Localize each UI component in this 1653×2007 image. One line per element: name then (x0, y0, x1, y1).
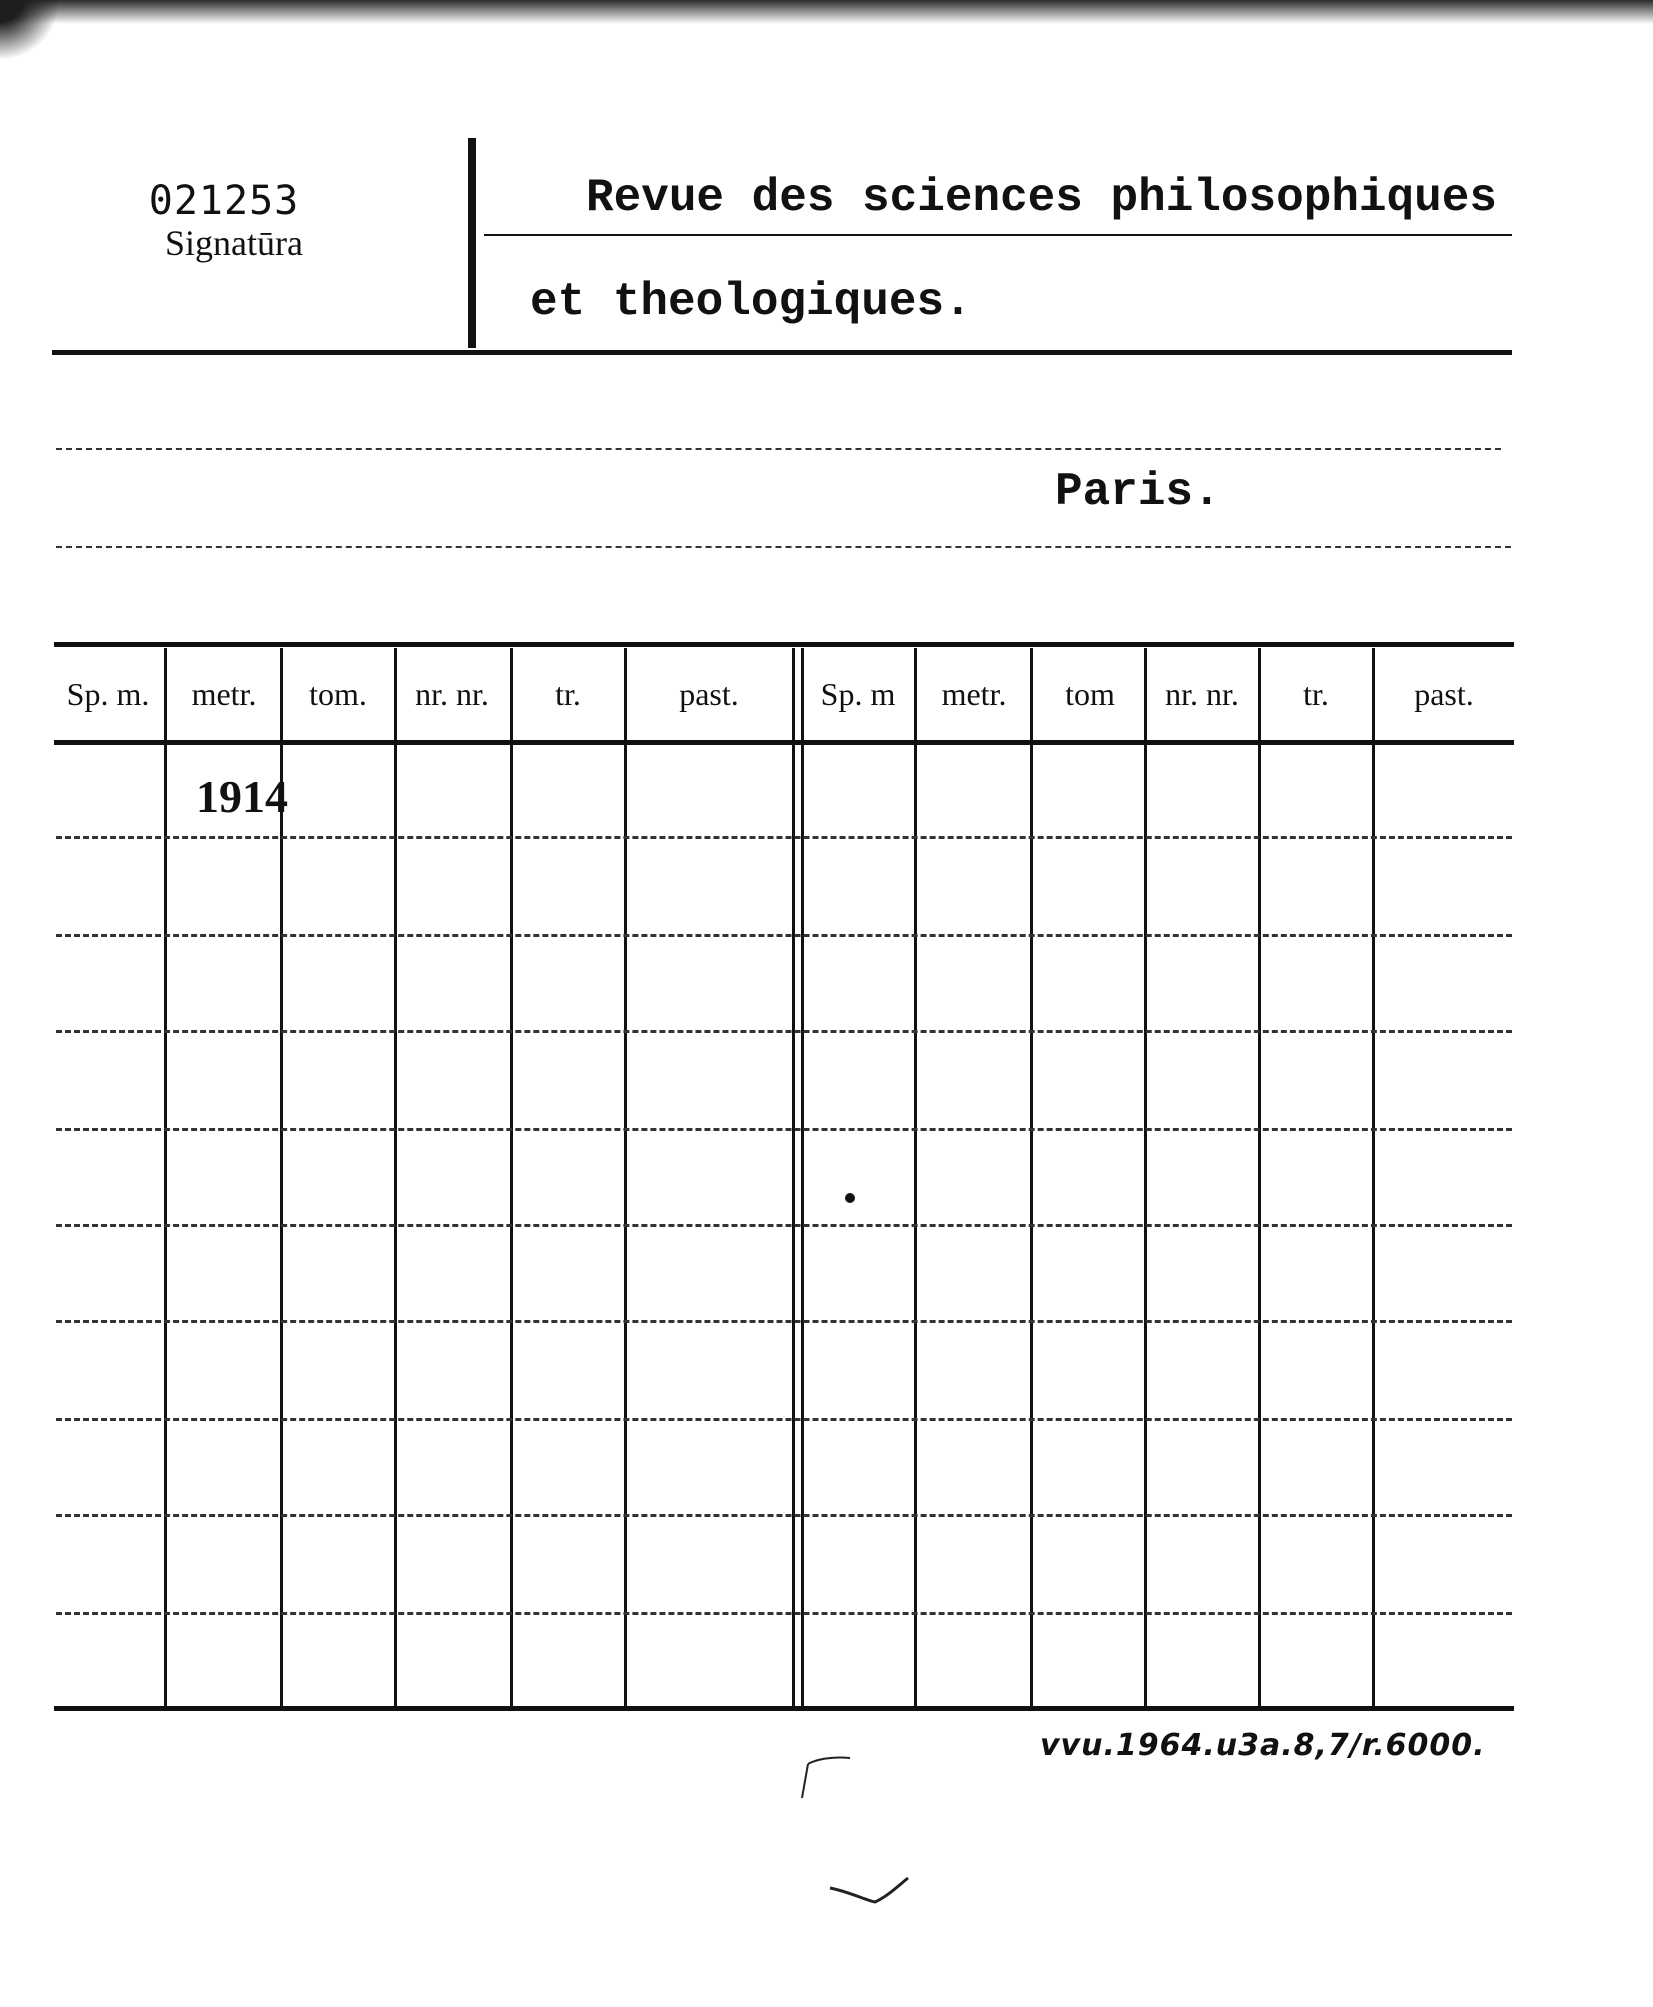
header-metr-left: metr. (191, 676, 257, 712)
col-line (914, 648, 917, 1706)
row-line (56, 1514, 1512, 1517)
imprint-line-2 (56, 546, 1511, 548)
ink-dot (840, 1188, 860, 1208)
pen-mark-bracket (790, 1750, 910, 1810)
header-bottom-rule (52, 350, 1512, 355)
place-of-publication: Paris. (1055, 466, 1221, 518)
title-underline (484, 234, 1512, 236)
table-center-divider (792, 648, 804, 1706)
header-past-left: past. (679, 676, 739, 712)
table-bottom-rule (54, 1706, 1514, 1711)
print-note: vvu.1964.u3a.8,7/r.6000. (1040, 1728, 1486, 1763)
title-line-2: et theologiques. (530, 276, 972, 328)
scan-shadow-corner (0, 0, 70, 70)
col-line (1030, 648, 1033, 1706)
table-top-rule (54, 642, 1514, 647)
header-sp-m-left: Sp. m. (66, 676, 150, 712)
row-line (56, 836, 1512, 839)
row-line (56, 1128, 1512, 1131)
table-header-rule (54, 740, 1514, 745)
header-metr-right: metr. (941, 676, 1007, 712)
col-line (1372, 648, 1375, 1706)
col-line (1144, 648, 1147, 1706)
row-line (56, 1320, 1512, 1323)
header-tom-left: tom. (309, 676, 367, 712)
row-line (56, 1224, 1512, 1227)
col-line (164, 648, 167, 1706)
signature-number: 021253 (148, 178, 300, 224)
header-sp-m-right: Sp. m (820, 676, 896, 712)
scan-shadow-top (0, 0, 1653, 24)
header-nr-left: nr. nr. (415, 676, 489, 712)
year-entry: 1914 (196, 771, 288, 822)
pen-mark-tick (820, 1870, 920, 1920)
title-line-1: Revue des sciences philosophiques (586, 172, 1497, 224)
signature-label: Signatūra (165, 223, 303, 263)
row-line (56, 1418, 1512, 1421)
col-line (1258, 648, 1261, 1706)
header-tom-right: tom (1065, 676, 1115, 712)
header-past-right: past. (1414, 676, 1474, 712)
row-line (56, 1030, 1512, 1033)
col-line (624, 648, 627, 1706)
col-line (510, 648, 513, 1706)
row-line (56, 934, 1512, 937)
header-tr-left: tr. (555, 676, 581, 712)
row-line (56, 1612, 1512, 1615)
header-tr-right: tr. (1303, 676, 1329, 712)
header-nr-right: nr. nr. (1165, 676, 1239, 712)
header-divider (468, 138, 476, 348)
imprint-line-1 (56, 448, 1501, 450)
col-line (394, 648, 397, 1706)
